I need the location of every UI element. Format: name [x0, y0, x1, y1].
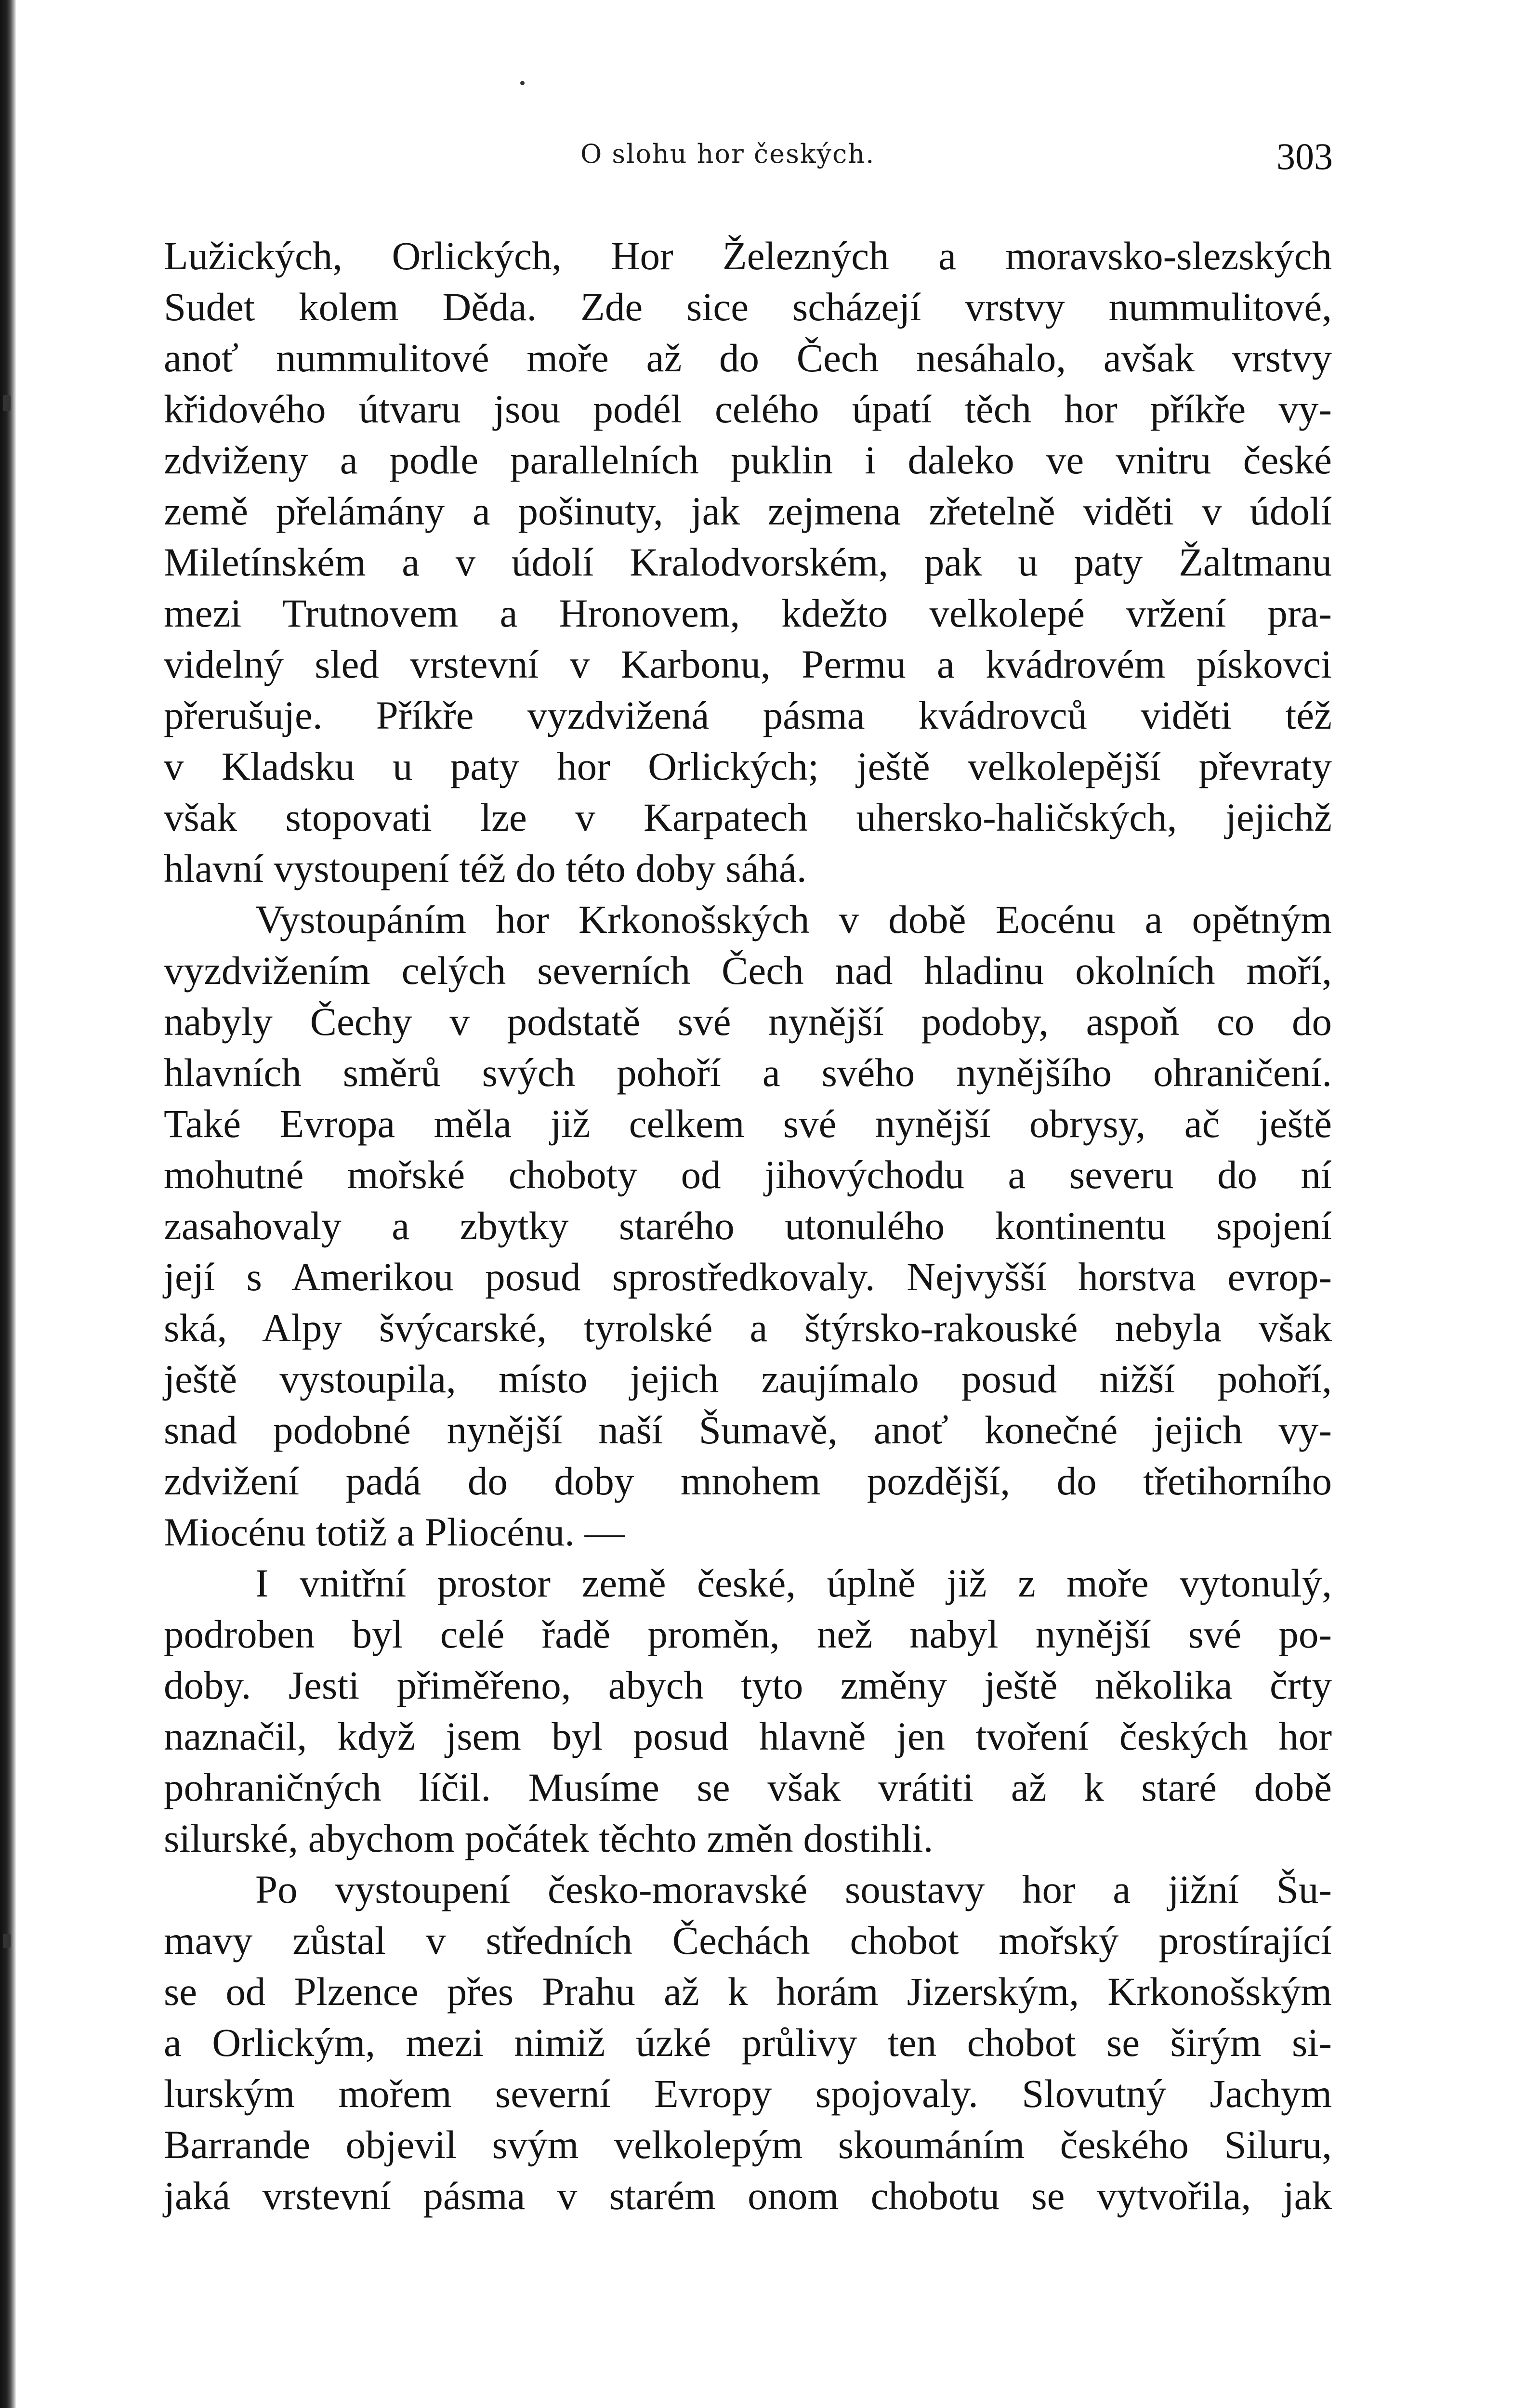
- text-line: hlavní vystoupení též do této doby sáhá.: [164, 846, 807, 890]
- page-number: 303: [1276, 135, 1333, 177]
- text-line: Miocénu totiž a Pliocénu. —: [164, 1510, 625, 1554]
- text-line: zasahovaly a zbytky starého utonulého kontinentu spojení: [164, 1204, 1332, 1248]
- scan-speck: [520, 81, 525, 85]
- text-line: křidového útvaru jsou podél celého úpatí těch hor příkře vy-: [164, 387, 1332, 431]
- text-line: videlný sled vrstevní v Karbonu, Permu a kvádrovém pískovci: [164, 642, 1332, 686]
- body-text: [164, 230, 1332, 2221]
- running-head: O slohu hor českých.: [580, 139, 875, 169]
- scan-speck: [3, 1934, 11, 1948]
- text-line: mavy zůstal v středních Čechách chobot mořský prostírající: [164, 1918, 1332, 1963]
- text-line: I vnitřní prostor země české, úplně již z moře vytonulý,: [255, 1561, 1332, 1605]
- text-line: ještě vystoupila, místo jejich zaujímalo posud nižší pohoří,: [164, 1357, 1332, 1401]
- text-line: lurským mořem severní Evropy spojovaly. Slovutný Jachym: [164, 2071, 1332, 2116]
- scanned-page-edge: [0, 0, 16, 2408]
- text-line: Lužických, Orlických, Hor Železných a moravsko-slezských: [164, 234, 1332, 278]
- text-line: Po vystoupení česko-moravské soustavy hor a jižní Šu-: [255, 1867, 1332, 1911]
- text-line: hlavních směrů svých pohoří a svého nynějšího ohraničení.: [164, 1050, 1332, 1095]
- text-line: Vystoupáním hor Krkonošských v době Eocénu a opětným: [255, 897, 1332, 942]
- text-line: silurské, abychom počátek těchto změn dostihli.: [164, 1816, 934, 1860]
- text-line: Miletínském a v údolí Kralodvorském, pak u paty Žaltmanu: [164, 540, 1332, 584]
- text-line: vyzdvižením celých severních Čech nad hladinu okolních moří,: [164, 948, 1332, 993]
- text-line: jaká vrstevní pásma v starém onom chobotu se vytvořila, jak: [164, 2173, 1332, 2218]
- text-line: mohutné mořské choboty od jihovýchodu a severu do ní: [164, 1152, 1332, 1197]
- text-line: přerušuje. Příkře vyzdvižená pásma kvádrovců viděti též: [164, 693, 1332, 737]
- text-line: podroben byl celé řadě proměn, než nabyl nynější své po-: [164, 1612, 1332, 1656]
- text-line: však stopovati lze v Karpatech uhersko-haličských, jejichž: [164, 795, 1332, 839]
- text-line: mezi Trutnovem a Hronovem, kdežto velkolepé vržení pra-: [164, 591, 1332, 635]
- text-line: anoť nummulitové moře až do Čech nesáhalo, avšak vrstvy: [164, 336, 1332, 380]
- text-line: a Orlickým, mezi nimiž úzké průlivy ten chobot se širým si-: [164, 2020, 1332, 2065]
- text-line: doby. Jesti přiměřeno, abych tyto změny ještě několika črty: [164, 1663, 1332, 1707]
- text-line: Barrande objevil svým velkolepým skoumáním českého Siluru,: [164, 2122, 1332, 2167]
- text-line: ská, Alpy švýcarské, tyrolské a štýrsko-rakouské nebyla však: [164, 1306, 1332, 1350]
- scan-speck: [3, 395, 11, 411]
- text-line: pohraničných líčil. Musíme se však vrátiti až k staré době: [164, 1765, 1332, 1809]
- text-line: země přelámány a pošinuty, jak zejmena zřetelně viděti v údolí: [164, 489, 1332, 533]
- text-line: její s Amerikou posud sprostředkovaly. Nejvyšší horstva evrop-: [164, 1255, 1332, 1299]
- text-line: se od Plzence přes Prahu až k horám Jizerským, Krkonošským: [164, 1969, 1332, 2014]
- text-line: Také Evropa měla již celkem své nynější obrysy, ač ještě: [164, 1101, 1332, 1146]
- text-line: naznačil, když jsem byl posud hlavně jen tvoření českých hor: [164, 1714, 1332, 1758]
- text-line: zdviženy a podle parallelních puklin i daleko ve vnitru české: [164, 438, 1332, 482]
- text-line: nabyly Čechy v podstatě své nynější podoby, aspoň co do: [164, 999, 1332, 1044]
- text-line: v Kladsku u paty hor Orlických; ještě velkolepější převraty: [164, 744, 1332, 788]
- text-line: snad podobné nynější naší Šumavě, anoť konečné jejich vy-: [164, 1408, 1332, 1452]
- text-line: zdvižení padá do doby mnohem pozdější, do třetihorního: [164, 1459, 1332, 1503]
- text-line: Sudet kolem Děda. Zde sice scházejí vrstvy nummulitové,: [164, 285, 1332, 329]
